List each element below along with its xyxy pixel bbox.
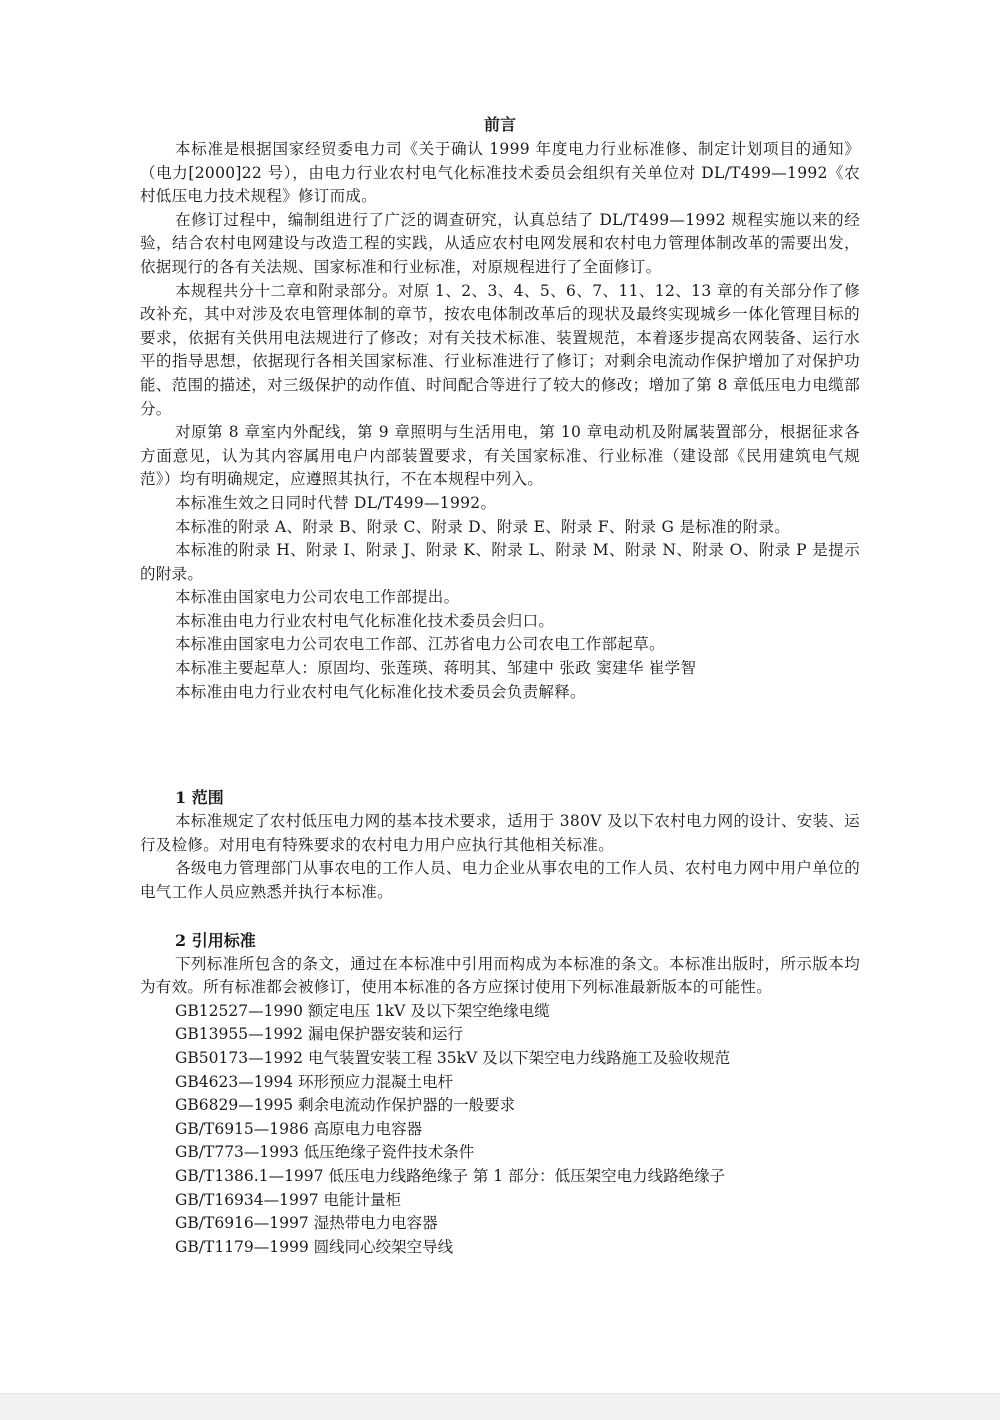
scope-paragraph: 各级电力管理部门从事农电的工作人员、电力企业从事农电的工作人员、农村电力网中用户单位的电气工作人员应熟悉并执行本标准。 — [140, 859, 860, 902]
reference-item: GB/T1386.1—1997 低压电力线路绝缘子 第 1 部分：低压架空电力线路绝缘子 — [175, 1166, 726, 1185]
foreword-paragraph: 本标准由国家电力公司农电工作部提出。 — [175, 588, 460, 607]
reference-item: GB13955—1992 漏电保护器安装和运行 — [175, 1025, 463, 1044]
foreword-paragraph: 本标准由电力行业农村电气化标准化技术委员会负责解释。 — [175, 682, 586, 701]
foreword-title: 前言 — [483, 115, 516, 134]
section-heading-scope: 1 范围 — [175, 788, 224, 808]
reference-item: GB/T16934—1997 电能计量柜 — [175, 1190, 402, 1209]
foreword-paragraph: 本标准由国家电力公司农电工作部、江苏省电力公司农电工作部起草。 — [175, 635, 665, 654]
reference-item: GB/T1179—1999 圆线同心绞架空导线 — [175, 1237, 454, 1256]
document-page — [140, 112, 860, 1259]
reference-item: GB6829—1995 剩余电流动作保护器的一般要求 — [175, 1096, 516, 1115]
section-heading-references: 2 引用标准 — [175, 930, 256, 950]
foreword-body — [140, 138, 860, 704]
foreword-paragraph: 本标准是根据国家经贸委电力司《关于确认 1999 年度电力行业标准修、制定计划项目的通知》（电力[2000]22 号），由电力行业农村电气化标准技术委员会组织有关单位对 DL/T499—1992《农村低压电力技术规程》修订而成。 — [140, 140, 860, 206]
foreword-paragraph: 本规程共分十二章和附录部分。对原 1、2、3、4、5、6、7、11、12、13 章的有关部分作了修改补充，其中对涉及农电管理体制的章节，按农电体制改革后的现状及最终实现城乡一体化管理目标的要求，依据有关供用电法规进行了修改；对有关技术标准、装置规范，本着逐步提高农网装备、运行水平的指导思想，依据现行各相关国家标准、行业标准进行了修订；对剩余电流动作保护增加了对保护功能、范围的描述，对三级保护的动作值、时间配合等进行了较大的修改；增加了第 8 章低压电力电缆部分。 — [140, 281, 860, 418]
reference-item: GB4623—1994 环形预应力混凝土电杆 — [175, 1072, 454, 1091]
foreword-paragraph: 在修订过程中，编制组进行了广泛的调查研究，认真总结了 DL/T499—1992 规程实施以来的经验，结合农村电网建设与改造工程的实践，从适应农村电网发展和农村电力管理体制改革的需要出发，依据现行的各有关法规、国家标准和行业标准，对原规程进行了全面修订。 — [140, 210, 860, 276]
reference-item: GB12527—1990 额定电压 1kV 及以下架空绝缘电缆 — [175, 1001, 550, 1020]
reference-list — [140, 1000, 860, 1260]
reference-item: GB/T6915—1986 高原电力电容器 — [175, 1119, 423, 1138]
foreword-paragraph: 对原第 8 章室内外配线，第 9 章照明与生活用电，第 10 章电动机及附属装置部分，根据征求各方面意见，认为其内容属用电户内部装置要求，有关国家标准、行业标准（建设部《民用建筑电气规范》）均有明确规定，应遵照其执行，不在本规程中列入。 — [140, 423, 860, 489]
foreword-paragraph: 本标准由电力行业农村电气化标准化技术委员会归口。 — [175, 611, 555, 630]
foreword-paragraph: 本标准生效之日同时代替 DL/T499—1992。 — [175, 493, 497, 512]
foreword-paragraph: 本标准主要起草人：原固均、张莲瑛、蒋明其、邹建中 张政 窦建华 崔学智 — [175, 659, 697, 678]
reference-item: GB/T6916—1997 湿热带电力电容器 — [175, 1214, 438, 1233]
foreword-paragraph: 本标准的附录 A、附录 B、附录 C、附录 D、附录 E、附录 F、附录 G 是标准的附录。 — [175, 517, 791, 536]
references-intro: 下列标准所包含的条文，通过在本标准中引用而构成为本标准的条文。本标准出版时，所示版本均为有效。所有标准都会被修订，使用本标准的各方应探讨使用下列标准最新版本的可能性。 — [140, 954, 860, 997]
viewer-bottom-bar — [0, 1393, 1000, 1420]
reference-item: GB50173—1992 电气装置安装工程 35kV 及以下架空电力线路施工及验收规范 — [175, 1049, 731, 1067]
foreword-paragraph: 本标准的附录 H、附录 I、附录 J、附录 K、附录 L、附录 M、附录 N、附录 O、附录 P 是提示的附录。 — [140, 541, 860, 583]
reference-item: GB/T773—1993 低压绝缘子瓷件技术条件 — [175, 1143, 475, 1162]
scope-paragraph: 本标准规定了农村低压电力网的基本技术要求，适用于 380V 及以下农村电力网的设计、安装、运行及检修。对用电有特殊要求的农村电力用户应执行其他相关标准。 — [140, 812, 860, 854]
